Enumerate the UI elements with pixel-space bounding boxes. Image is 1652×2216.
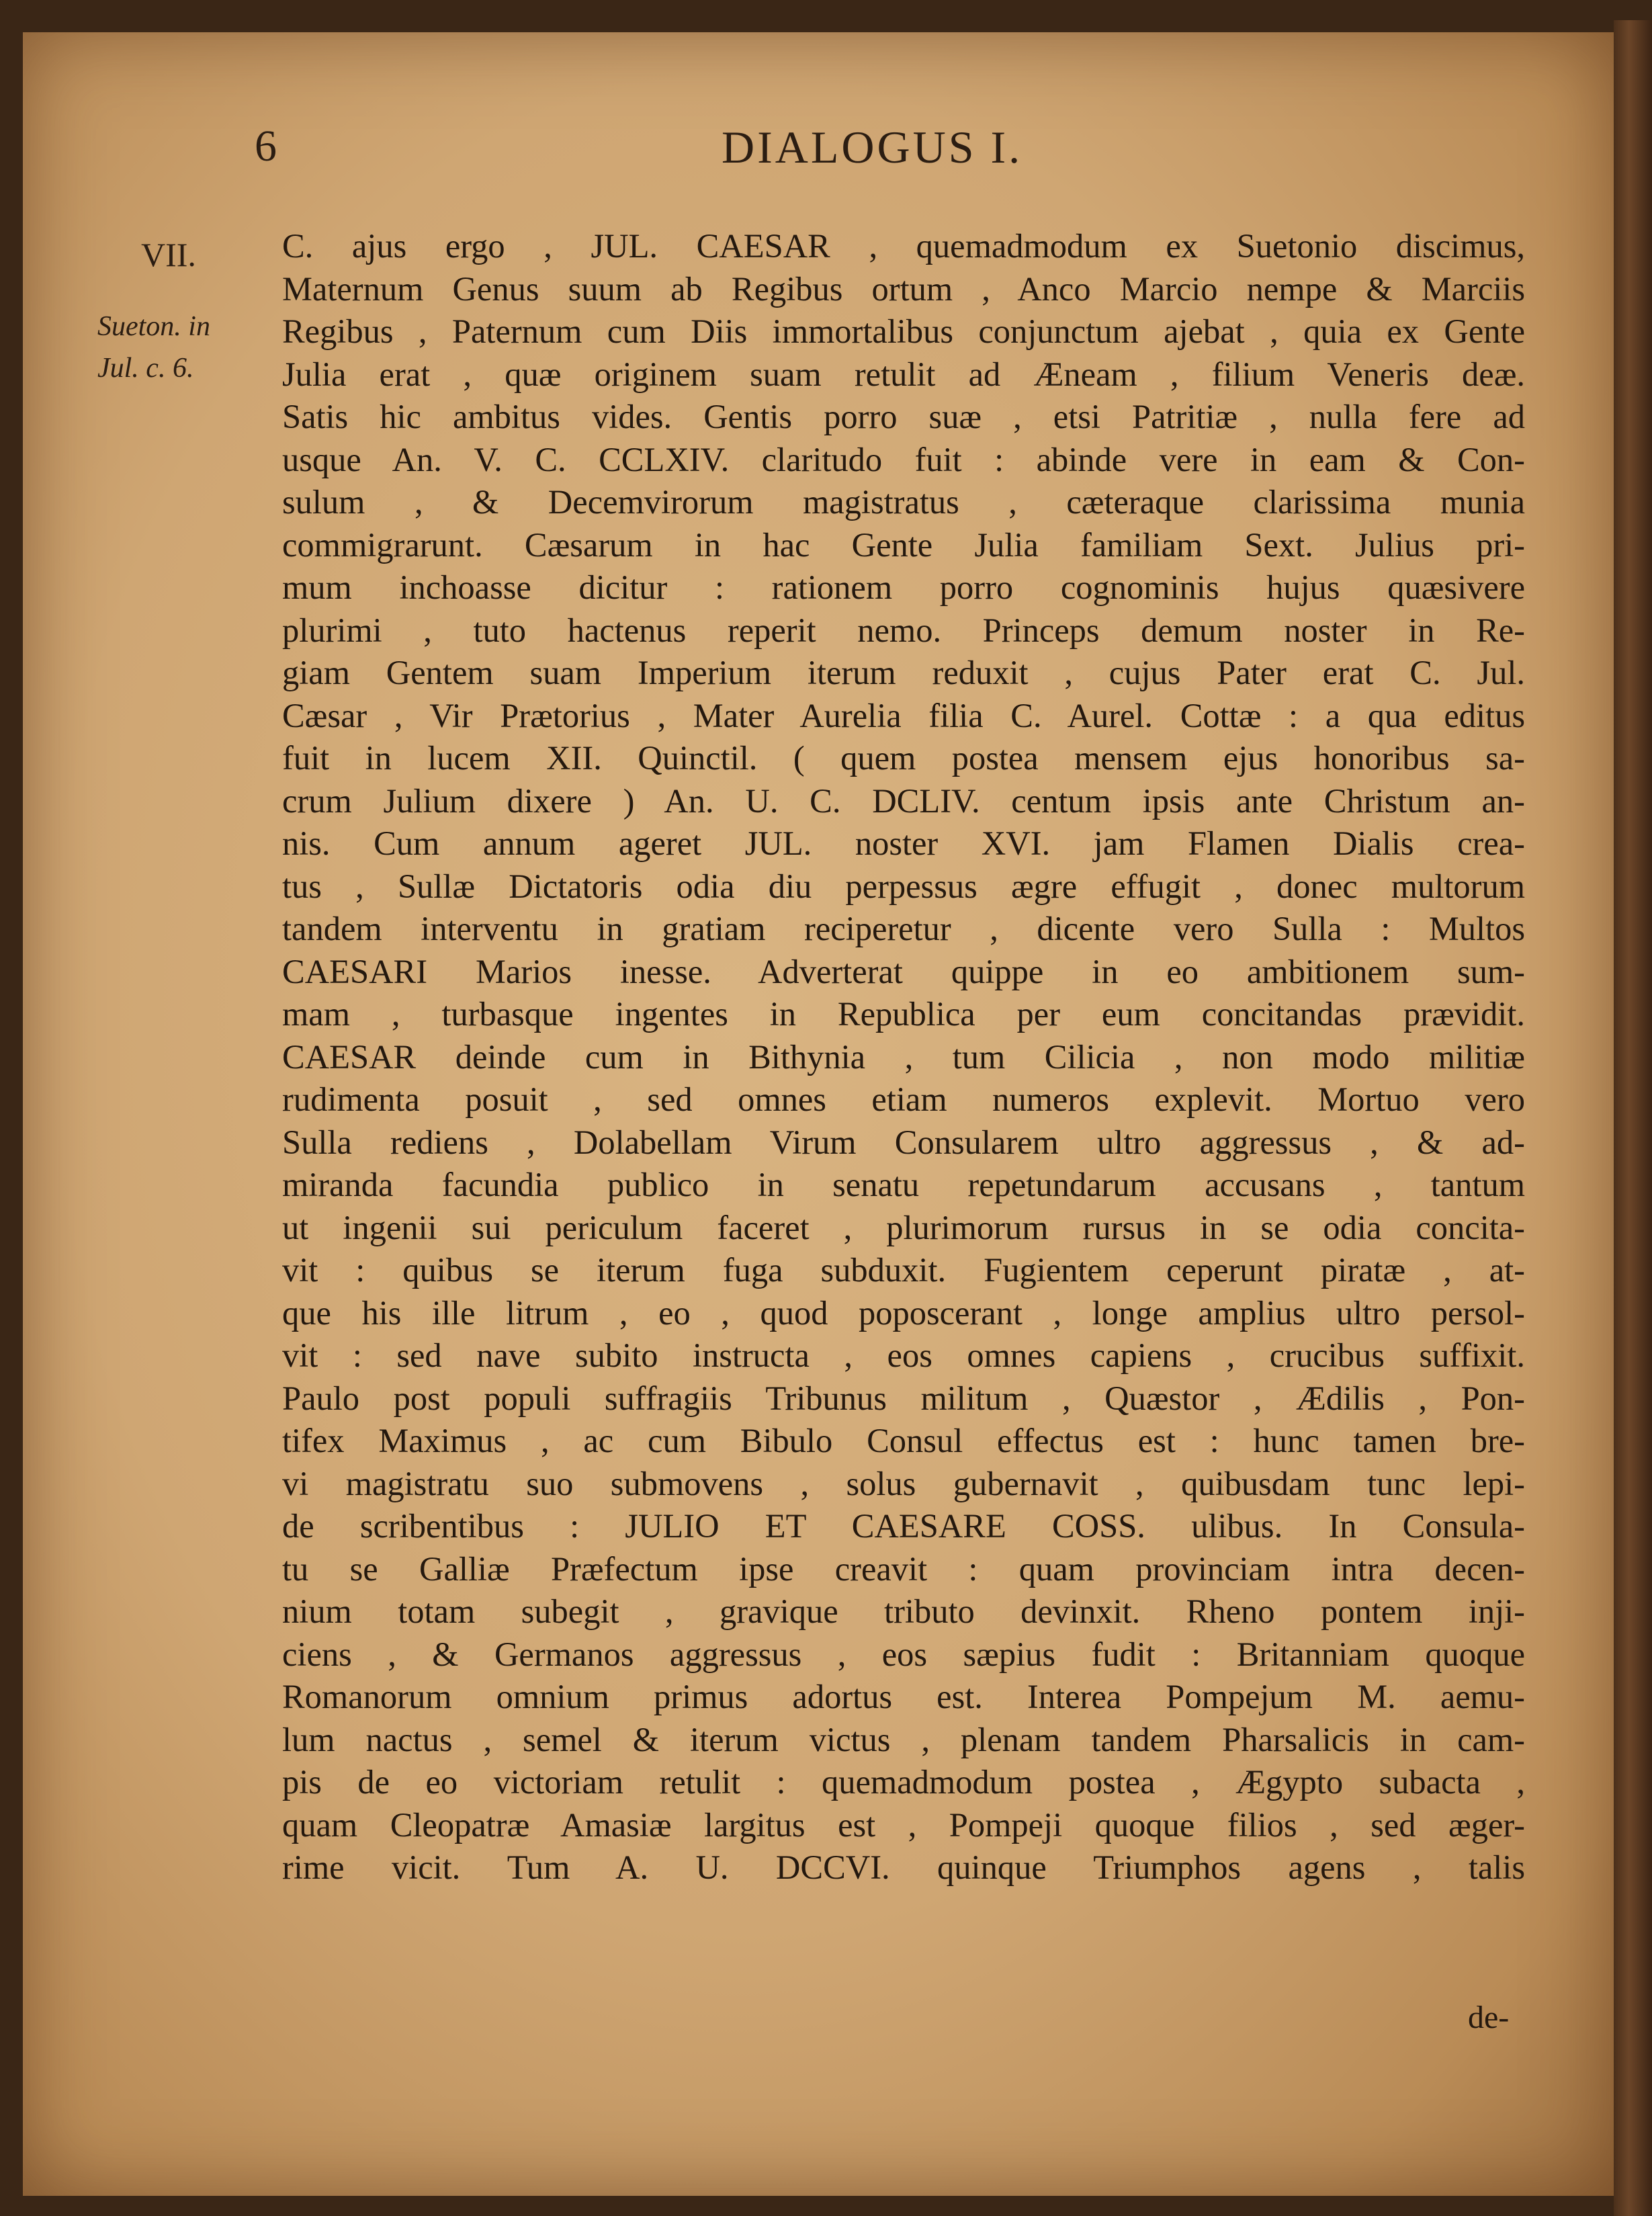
text-line: nium totam subegit , gravique tributo devinxit. Rheno pontem inji- xyxy=(282,1592,1525,1630)
text-line: usque An. V. C. CCLXIV. claritudo fuit : abinde vere in eam & Con- xyxy=(282,440,1525,478)
marginal-note-line: Jul. c. 6. xyxy=(97,353,194,384)
text-line: C. ajus ergo , JUL. CAESAR , quemadmodum ex Suetonio discimus, xyxy=(282,227,1525,265)
text-line: rudimenta posuit , sed omnes etiam numeros explevit. Mortuo vero xyxy=(282,1080,1525,1118)
text-line: fuit in lucem XII. Quinctil. ( quem postea mensem ejus honoribus sa- xyxy=(282,739,1525,777)
text-line: commigrarunt. Cæsarum in hac Gente Julia familiam Sext. Julius pri- xyxy=(282,525,1525,564)
page-number: 6 xyxy=(255,122,277,171)
text-line: tifex Maximus , ac cum Bibulo Consul effectus est : hunc tamen bre- xyxy=(282,1422,1525,1459)
running-title: DIALOGUS I. xyxy=(722,122,1023,173)
text-line: vit : sed nave subito instructa , eos omnes capiens , crucibus suffixit. xyxy=(282,1336,1525,1374)
text-line: tu se Galliæ Præfectum ipse creavit : quam provinciam intra decen- xyxy=(282,1549,1525,1588)
marginal-note-line: Sueton. in xyxy=(97,311,210,342)
text-line: ut ingenii sui periculum faceret , plurimorum rursus in se odia concita- xyxy=(282,1208,1525,1246)
page-header xyxy=(23,121,1614,181)
text-line: tus , Sullæ Dictatoris odia diu perpessus ægre effugit , donec multorum xyxy=(282,867,1525,905)
text-line: Maternum Genus suum ab Regibus ortum , Anco Marcio nempe & Marciis xyxy=(282,269,1525,308)
text-line: plurimi , tuto hactenus reperit nemo. Princeps demum noster in Re- xyxy=(282,611,1525,649)
text-line: tandem interventu in gratiam reciperetur , dicente vero Sulla : Multos xyxy=(282,910,1525,947)
text-line: mam , turbasque ingentes in Republica per eum concitandas prævidit. xyxy=(282,995,1525,1033)
catchword: de- xyxy=(1468,2000,1510,2035)
text-line: giam Gentem suam Imperium iterum reduxit , cujus Pater erat C. Jul. xyxy=(282,654,1525,691)
text-line: de scribentibus : JULIO ET CAESARE COSS. ulibus. In Consula- xyxy=(282,1507,1525,1545)
text-line: nis. Cum annum ageret JUL. noster XVI. jam Flamen Dialis crea- xyxy=(282,824,1525,862)
text-line: Cæsar , Vir Prætorius , Mater Aurelia filia C. Aurel. Cottæ : a qua editus xyxy=(282,696,1525,734)
text-line: pis de eo victoriam retulit : quemadmodum postea , Ægypto subacta , xyxy=(282,1763,1525,1801)
text-line: sulum , & Decemvirorum magistratus , cæteraque clarissima munia xyxy=(282,483,1525,521)
text-line: rime vicit. Tum A. U. DCCVI. quinque Triumphos agens , talis xyxy=(282,1848,1525,1886)
marginal-note xyxy=(97,306,210,389)
text-line: CAESAR deinde cum in Bithynia , tum Cilicia , non modo militiæ xyxy=(282,1037,1525,1076)
text-line: Satis hic ambitus vides. Gentis porro suæ , etsi Patritiæ , nulla fere ad xyxy=(282,398,1525,435)
text-line: Sulla rediens , Dolabellam Virum Consularem ultro aggressus , & ad- xyxy=(282,1123,1525,1161)
text-line: crum Julium dixere ) An. U. C. DCLIV. centum ipsis ante Christum an- xyxy=(282,781,1525,820)
text-line: Regibus , Paternum cum Diis immortalibus conjunctum ajebat , quia ex Gente xyxy=(282,312,1525,350)
text-line: CAESARI Marios inesse. Adverterat quippe in eo ambitionem sum- xyxy=(282,952,1525,990)
text-line: vi magistratu suo submovens , solus gubernavit , quibusdam tunc lepi- xyxy=(282,1464,1525,1502)
text-line: vit : quibus se iterum fuga subduxit. Fugientem ceperunt piratæ , at- xyxy=(282,1251,1525,1289)
text-line: Paulo post populi suffragiis Tribunus militum , Quæstor , Ædilis , Pon- xyxy=(282,1379,1525,1417)
text-line: que his ille litrum , eo , quod poposcerant , longe amplius ultro persol- xyxy=(282,1293,1525,1332)
text-line: miranda facundia publico in senatu repetundarum accusans , tantum xyxy=(282,1166,1525,1203)
body-text xyxy=(282,225,1525,1889)
section-number: VII. xyxy=(141,236,196,273)
text-line: Romanorum omnium primus adortus est. Interea Pompejum M. aemu- xyxy=(282,1678,1525,1715)
text-line: quam Cleopatræ Amasiæ largitus est , Pompeji quoque filios , sed æger- xyxy=(282,1805,1525,1844)
text-line: mum inchoasse dicitur : rationem porro cognominis hujus quæsivere xyxy=(282,568,1525,606)
text-line: Julia erat , quæ originem suam retulit ad Æneam , filium Veneris deæ. xyxy=(282,355,1525,393)
text-line: lum nactus , semel & iterum victus , plenam tandem Pharsalicis in cam- xyxy=(282,1720,1525,1758)
book-binding-edge xyxy=(1614,20,1652,2216)
text-line: ciens , & Germanos aggressus , eos sæpius fudit : Britanniam quoque xyxy=(282,1635,1525,1673)
